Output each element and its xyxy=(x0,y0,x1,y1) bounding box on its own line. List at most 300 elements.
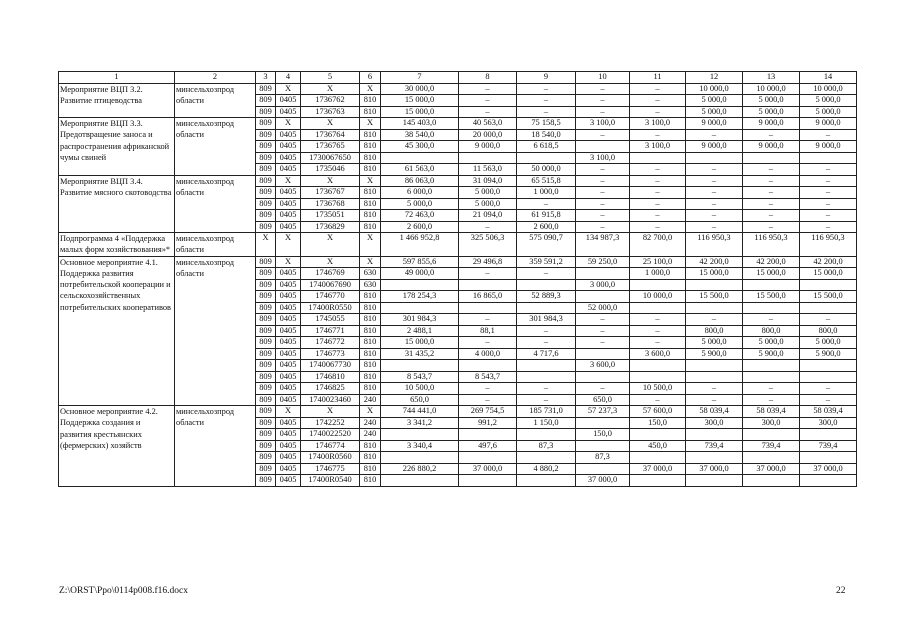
value-cell: 9 000,0 xyxy=(686,141,743,153)
value-cell: 5 000,0 xyxy=(381,198,459,210)
value-cell: 0405 xyxy=(276,440,301,452)
value-cell: 1736765 xyxy=(301,141,360,153)
value-cell xyxy=(381,475,459,487)
value-cell: 42 200,0 xyxy=(743,256,800,268)
value-cell xyxy=(800,279,857,291)
value-cell: 1740067690 xyxy=(301,279,360,291)
value-cell: 0405 xyxy=(276,452,301,464)
value-cell: 1735046 xyxy=(301,164,360,176)
header-cell: 6 xyxy=(360,72,381,84)
value-cell: – xyxy=(459,83,517,95)
value-cell: 1 000,0 xyxy=(517,187,576,199)
value-cell: 0405 xyxy=(276,394,301,406)
value-cell xyxy=(459,452,517,464)
value-cell: 116 950,3 xyxy=(800,233,857,257)
value-cell: 15 000,0 xyxy=(743,268,800,280)
value-cell: 810 xyxy=(360,141,381,153)
value-cell: 5 900,0 xyxy=(743,348,800,360)
value-cell: – xyxy=(686,383,743,395)
value-cell: 1745055 xyxy=(301,314,360,326)
value-cell: – xyxy=(630,164,686,176)
value-cell: 240 xyxy=(360,417,381,429)
value-cell: 810 xyxy=(360,475,381,487)
value-cell xyxy=(381,452,459,464)
value-cell: X xyxy=(301,233,360,257)
value-cell: – xyxy=(800,221,857,233)
value-cell: 58 039,4 xyxy=(686,406,743,418)
value-cell: – xyxy=(459,337,517,349)
value-cell: 0405 xyxy=(276,417,301,429)
value-cell: 61 915,8 xyxy=(517,210,576,222)
value-cell: 8 543,7 xyxy=(459,371,517,383)
value-cell: 809 xyxy=(256,348,276,360)
value-cell: 809 xyxy=(256,302,276,314)
value-cell: – xyxy=(686,198,743,210)
value-cell: 30 000,0 xyxy=(381,83,459,95)
value-cell xyxy=(743,279,800,291)
value-cell: 15 000,0 xyxy=(381,106,459,118)
value-cell: 650,0 xyxy=(576,394,630,406)
value-cell: – xyxy=(576,187,630,199)
value-cell xyxy=(743,302,800,314)
header-cell: 1 xyxy=(59,72,175,84)
header-cell: 8 xyxy=(459,72,517,84)
value-cell: 810 xyxy=(360,302,381,314)
value-cell: – xyxy=(630,337,686,349)
value-cell xyxy=(576,291,630,303)
value-cell: 301 984,3 xyxy=(381,314,459,326)
value-cell xyxy=(381,152,459,164)
value-cell: 810 xyxy=(360,337,381,349)
value-cell: 809 xyxy=(256,95,276,107)
value-cell xyxy=(743,152,800,164)
value-cell: 5 000,0 xyxy=(459,198,517,210)
value-cell: 1746771 xyxy=(301,325,360,337)
value-cell: 3 000,0 xyxy=(576,279,630,291)
value-cell: – xyxy=(576,129,630,141)
value-cell: 6 618,5 xyxy=(517,141,576,153)
value-cell: 0405 xyxy=(276,187,301,199)
value-cell: 5 000,0 xyxy=(459,187,517,199)
value-cell: 0405 xyxy=(276,429,301,441)
value-cell: 16 865,0 xyxy=(459,291,517,303)
value-cell: 15 500,0 xyxy=(686,291,743,303)
value-cell: – xyxy=(800,383,857,395)
value-cell xyxy=(686,152,743,164)
value-cell: – xyxy=(800,394,857,406)
value-cell: 0405 xyxy=(276,463,301,475)
value-cell xyxy=(630,371,686,383)
value-cell: 10 000,0 xyxy=(800,83,857,95)
value-cell xyxy=(517,475,576,487)
executor-cell: минсельхозпрод области xyxy=(175,406,256,487)
value-cell: 809 xyxy=(256,360,276,372)
value-cell: – xyxy=(743,394,800,406)
value-cell: 0405 xyxy=(276,164,301,176)
value-cell: 1736763 xyxy=(301,106,360,118)
value-cell xyxy=(800,302,857,314)
value-cell: – xyxy=(686,394,743,406)
value-cell: 0405 xyxy=(276,279,301,291)
value-cell xyxy=(686,452,743,464)
table-row xyxy=(59,256,857,268)
value-cell: 40 563,0 xyxy=(459,118,517,130)
table-row xyxy=(59,233,857,257)
value-cell: 809 xyxy=(256,337,276,349)
value-cell: 5 000,0 xyxy=(743,337,800,349)
value-cell: 86 063,0 xyxy=(381,175,459,187)
value-cell: 1736762 xyxy=(301,95,360,107)
value-cell: 3 340,4 xyxy=(381,440,459,452)
value-cell xyxy=(800,452,857,464)
value-cell: 1740067730 xyxy=(301,360,360,372)
value-cell: 0405 xyxy=(276,383,301,395)
value-cell: 2 488,1 xyxy=(381,325,459,337)
value-cell: – xyxy=(459,95,517,107)
value-cell: X xyxy=(360,83,381,95)
value-cell: 240 xyxy=(360,394,381,406)
value-cell: 809 xyxy=(256,279,276,291)
value-cell xyxy=(459,360,517,372)
value-cell: 800,0 xyxy=(686,325,743,337)
value-cell: 575 090,7 xyxy=(517,233,576,257)
value-cell: 739,4 xyxy=(686,440,743,452)
value-cell: – xyxy=(459,268,517,280)
value-cell: – xyxy=(576,314,630,326)
value-cell: X xyxy=(276,233,301,257)
footer-page-number: 22 xyxy=(836,586,846,596)
value-cell: 0405 xyxy=(276,221,301,233)
value-cell: 809 xyxy=(256,129,276,141)
value-cell: – xyxy=(630,325,686,337)
value-cell: 37 000,0 xyxy=(630,463,686,475)
value-cell: 116 950,3 xyxy=(743,233,800,257)
value-cell: 82 700,0 xyxy=(630,233,686,257)
value-cell: – xyxy=(686,164,743,176)
value-cell: 0405 xyxy=(276,360,301,372)
value-cell: – xyxy=(517,383,576,395)
value-cell: 5 000,0 xyxy=(800,337,857,349)
value-cell: – xyxy=(517,83,576,95)
value-cell: – xyxy=(686,175,743,187)
value-cell: 3 100,0 xyxy=(630,141,686,153)
value-cell: 1746772 xyxy=(301,337,360,349)
value-cell: 810 xyxy=(360,210,381,222)
executor-cell: минсельхозпрод области xyxy=(175,256,256,406)
header-row xyxy=(59,72,857,84)
value-cell: – xyxy=(686,314,743,326)
value-cell: – xyxy=(630,210,686,222)
value-cell: 1 466 952,8 xyxy=(381,233,459,257)
value-cell xyxy=(630,360,686,372)
value-cell: 359 591,2 xyxy=(517,256,576,268)
value-cell: 810 xyxy=(360,452,381,464)
value-cell: 31 435,2 xyxy=(381,348,459,360)
value-cell: 810 xyxy=(360,348,381,360)
value-cell: 0405 xyxy=(276,141,301,153)
value-cell xyxy=(743,475,800,487)
value-cell: X xyxy=(360,118,381,130)
value-cell xyxy=(686,279,743,291)
value-cell: 116 950,3 xyxy=(686,233,743,257)
value-cell: X xyxy=(276,406,301,418)
value-cell: 800,0 xyxy=(743,325,800,337)
value-cell: – xyxy=(800,210,857,222)
value-cell: 809 xyxy=(256,394,276,406)
value-cell: 0405 xyxy=(276,302,301,314)
value-cell xyxy=(576,417,630,429)
value-cell: 809 xyxy=(256,221,276,233)
value-cell: 3 600,0 xyxy=(576,360,630,372)
value-cell: – xyxy=(800,164,857,176)
value-cell: 42 200,0 xyxy=(800,256,857,268)
value-cell: – xyxy=(743,198,800,210)
value-cell: 300,0 xyxy=(743,417,800,429)
value-cell xyxy=(517,360,576,372)
value-cell: X xyxy=(276,256,301,268)
value-cell: 809 xyxy=(256,463,276,475)
value-cell: – xyxy=(800,129,857,141)
value-cell: 31 094,0 xyxy=(459,175,517,187)
value-cell: 1730067650 xyxy=(301,152,360,164)
value-cell: 10 500,0 xyxy=(381,383,459,395)
value-cell xyxy=(630,475,686,487)
value-cell: 2 600,0 xyxy=(517,221,576,233)
value-cell xyxy=(576,141,630,153)
value-cell: – xyxy=(630,106,686,118)
header-cell: 13 xyxy=(743,72,800,84)
measure-name: Мероприятие ВЦП 3.2. Развитие птицеводства xyxy=(59,83,175,118)
value-cell: 810 xyxy=(360,314,381,326)
value-cell: 809 xyxy=(256,175,276,187)
value-cell: X xyxy=(360,175,381,187)
value-cell: 3 100,0 xyxy=(576,118,630,130)
value-cell: 809 xyxy=(256,187,276,199)
value-cell: – xyxy=(630,221,686,233)
value-cell: – xyxy=(459,394,517,406)
value-cell: 57 237,3 xyxy=(576,406,630,418)
value-cell: 809 xyxy=(256,152,276,164)
value-cell: 2 600,0 xyxy=(381,221,459,233)
value-cell: 5 000,0 xyxy=(743,95,800,107)
value-cell: 9 000,0 xyxy=(459,141,517,153)
value-cell: 5 000,0 xyxy=(686,337,743,349)
value-cell: 29 496,8 xyxy=(459,256,517,268)
header-cell: 2 xyxy=(175,72,256,84)
value-cell: X xyxy=(301,406,360,418)
value-cell: 1740023460 xyxy=(301,394,360,406)
value-cell: 87,3 xyxy=(576,452,630,464)
executor-cell: минсельхозпрод области xyxy=(175,175,256,233)
value-cell: 8 543,7 xyxy=(381,371,459,383)
value-cell: X xyxy=(276,83,301,95)
value-cell: 809 xyxy=(256,210,276,222)
value-cell: 810 xyxy=(360,152,381,164)
value-cell: 5 000,0 xyxy=(743,106,800,118)
value-cell xyxy=(743,429,800,441)
value-cell: 9 000,0 xyxy=(743,141,800,153)
value-cell: 1746810 xyxy=(301,371,360,383)
header-cell: 5 xyxy=(301,72,360,84)
value-cell xyxy=(381,279,459,291)
value-cell: 25 100,0 xyxy=(630,256,686,268)
value-cell: 9 000,0 xyxy=(800,141,857,153)
value-cell: 15 000,0 xyxy=(381,337,459,349)
table-row xyxy=(59,83,857,95)
value-cell: 15 500,0 xyxy=(800,291,857,303)
value-cell xyxy=(517,279,576,291)
value-cell: – xyxy=(743,129,800,141)
header-cell: 3 xyxy=(256,72,276,84)
value-cell: 4 717,6 xyxy=(517,348,576,360)
value-cell: X xyxy=(276,118,301,130)
value-cell: 9 000,0 xyxy=(686,118,743,130)
value-cell: – xyxy=(576,210,630,222)
value-cell: – xyxy=(459,106,517,118)
value-cell: 49 000,0 xyxy=(381,268,459,280)
value-cell: 50 000,0 xyxy=(517,164,576,176)
value-cell xyxy=(686,371,743,383)
table-row xyxy=(59,175,857,187)
value-cell: 1746770 xyxy=(301,291,360,303)
budget-table-sheet xyxy=(58,71,852,487)
value-cell: – xyxy=(630,394,686,406)
value-cell xyxy=(459,279,517,291)
value-cell: 0405 xyxy=(276,95,301,107)
value-cell: 630 xyxy=(360,279,381,291)
value-cell: 809 xyxy=(256,440,276,452)
value-cell: 58 039,4 xyxy=(800,406,857,418)
value-cell: 744 441,0 xyxy=(381,406,459,418)
value-cell: – xyxy=(576,106,630,118)
value-cell: 5 900,0 xyxy=(800,348,857,360)
value-cell: 809 xyxy=(256,198,276,210)
value-cell: 630 xyxy=(360,268,381,280)
value-cell: 61 563,0 xyxy=(381,164,459,176)
value-cell: 21 094,0 xyxy=(459,210,517,222)
value-cell: 6 000,0 xyxy=(381,187,459,199)
value-cell: 52 889,3 xyxy=(517,291,576,303)
value-cell: 300,0 xyxy=(800,417,857,429)
value-cell: 1736767 xyxy=(301,187,360,199)
value-cell: – xyxy=(800,175,857,187)
value-cell: – xyxy=(459,314,517,326)
value-cell: 10 000,0 xyxy=(686,83,743,95)
value-cell: – xyxy=(630,83,686,95)
value-cell: 57 600,0 xyxy=(630,406,686,418)
executor-cell: минсельхозпрод области xyxy=(175,118,256,176)
value-cell: X xyxy=(360,233,381,257)
value-cell: 810 xyxy=(360,383,381,395)
value-cell: 597 855,6 xyxy=(381,256,459,268)
value-cell: – xyxy=(686,210,743,222)
value-cell: – xyxy=(743,187,800,199)
value-cell: – xyxy=(630,175,686,187)
value-cell: 17400R0560 xyxy=(301,452,360,464)
value-cell: – xyxy=(686,221,743,233)
value-cell: – xyxy=(743,210,800,222)
value-cell: 5 000,0 xyxy=(800,106,857,118)
value-cell: X xyxy=(301,175,360,187)
value-cell: X xyxy=(301,256,360,268)
value-cell xyxy=(686,360,743,372)
value-cell: 1746825 xyxy=(301,383,360,395)
value-cell: 809 xyxy=(256,314,276,326)
value-cell: X xyxy=(360,256,381,268)
value-cell: 20 000,0 xyxy=(459,129,517,141)
value-cell xyxy=(459,429,517,441)
value-cell: – xyxy=(743,175,800,187)
table-row xyxy=(59,118,857,130)
value-cell: 17400R0540 xyxy=(301,475,360,487)
value-cell: – xyxy=(517,394,576,406)
value-cell: 0405 xyxy=(276,129,301,141)
value-cell: – xyxy=(517,325,576,337)
table-row xyxy=(59,406,857,418)
value-cell: 185 731,0 xyxy=(517,406,576,418)
value-cell: 3 100,0 xyxy=(576,152,630,164)
value-cell: X xyxy=(301,83,360,95)
value-cell: 810 xyxy=(360,187,381,199)
value-cell: 15 000,0 xyxy=(686,268,743,280)
value-cell: 0405 xyxy=(276,314,301,326)
value-cell xyxy=(743,452,800,464)
header-cell: 14 xyxy=(800,72,857,84)
value-cell: 325 506,3 xyxy=(459,233,517,257)
value-cell: 1746769 xyxy=(301,268,360,280)
value-cell: 10 000,0 xyxy=(630,291,686,303)
value-cell: 10 000,0 xyxy=(743,83,800,95)
value-cell: 0405 xyxy=(276,152,301,164)
value-cell: 300,0 xyxy=(686,417,743,429)
value-cell: 5 000,0 xyxy=(686,95,743,107)
value-cell: 809 xyxy=(256,164,276,176)
value-cell: 0405 xyxy=(276,268,301,280)
value-cell: 810 xyxy=(360,164,381,176)
header-cell: 10 xyxy=(576,72,630,84)
value-cell: – xyxy=(576,175,630,187)
value-cell: – xyxy=(517,95,576,107)
value-cell: 52 000,0 xyxy=(576,302,630,314)
value-cell: 1 150,0 xyxy=(517,417,576,429)
value-cell xyxy=(800,152,857,164)
value-cell: – xyxy=(630,198,686,210)
value-cell: 269 754,5 xyxy=(459,406,517,418)
value-cell: 809 xyxy=(256,417,276,429)
footer-file-path: Z:\ORST\Ppo\0114p008.f16.docx xyxy=(59,586,188,596)
value-cell: 0405 xyxy=(276,337,301,349)
value-cell: 3 600,0 xyxy=(630,348,686,360)
value-cell: – xyxy=(459,383,517,395)
value-cell: 17400R0550 xyxy=(301,302,360,314)
value-cell: 37 000,0 xyxy=(800,463,857,475)
value-cell: 809 xyxy=(256,83,276,95)
value-cell: X xyxy=(256,233,276,257)
value-cell: 0405 xyxy=(276,475,301,487)
value-cell: – xyxy=(800,198,857,210)
value-cell: – xyxy=(743,314,800,326)
value-cell: 739,4 xyxy=(800,440,857,452)
value-cell xyxy=(576,371,630,383)
value-cell: 38 540,0 xyxy=(381,129,459,141)
value-cell: 809 xyxy=(256,452,276,464)
value-cell: 150,0 xyxy=(630,417,686,429)
value-cell: X xyxy=(360,406,381,418)
value-cell xyxy=(576,268,630,280)
header-cell: 11 xyxy=(630,72,686,84)
value-cell: – xyxy=(576,198,630,210)
value-cell: X xyxy=(301,118,360,130)
